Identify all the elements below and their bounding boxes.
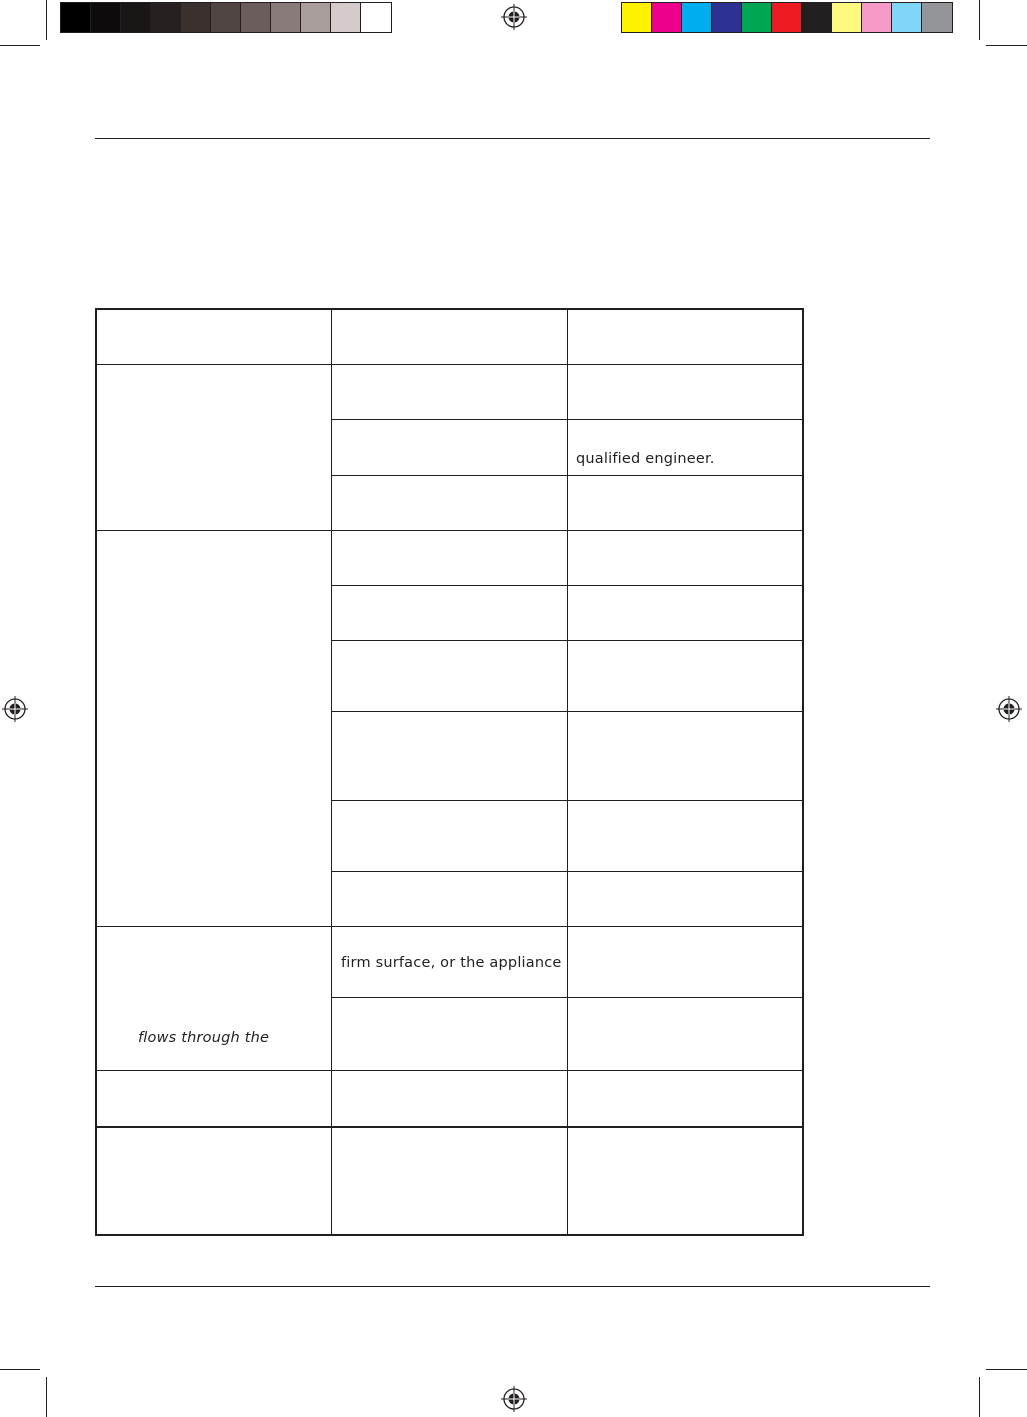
- solution-cell: [567, 926, 804, 998]
- color-swatch-4: [712, 3, 742, 32]
- gray-swatch-8: [271, 3, 301, 32]
- gray-swatch-10: [331, 3, 361, 32]
- header-rule: [95, 138, 930, 139]
- solution-cell: [567, 1070, 804, 1127]
- problem-cell-3: [95, 926, 332, 1071]
- problem-cell-1: [95, 364, 332, 531]
- header-cell-solution: [567, 308, 804, 365]
- solution-cell: [567, 530, 804, 586]
- gray-swatch-2: [91, 3, 121, 32]
- grayscale-color-bar: [60, 2, 392, 33]
- crop-mark-bottom-right-h: [986, 1369, 1027, 1370]
- gray-swatch-9: [301, 3, 331, 32]
- gray-swatch-4: [151, 3, 181, 32]
- solution-cell: [567, 711, 804, 801]
- crop-mark-top-left-v: [46, 0, 47, 40]
- registration-mark-right-icon: [996, 696, 1022, 722]
- header-cell-cause: [331, 308, 568, 365]
- solution-cell: [567, 364, 804, 420]
- troubleshooting-table: [95, 308, 804, 1236]
- registration-mark-left-icon: [2, 696, 28, 722]
- cause-cell: [331, 711, 568, 801]
- crop-mark-top-right-v: [979, 0, 980, 40]
- cause-cell: [331, 800, 568, 872]
- gray-swatch-5: [181, 3, 211, 32]
- problem-cell-5: [95, 1126, 332, 1236]
- problem-cell-4: [95, 1070, 332, 1127]
- solution-cell: [567, 475, 804, 531]
- gray-swatch-11: [361, 3, 391, 32]
- color-swatch-7: [802, 3, 832, 32]
- solution-cell: [567, 419, 804, 476]
- color-swatch-8: [832, 3, 862, 32]
- footer-rule: [95, 1286, 930, 1287]
- solution-cell: [567, 585, 804, 641]
- color-swatch-2: [652, 3, 682, 32]
- color-swatch-5: [742, 3, 772, 32]
- color-swatch-11: [922, 3, 952, 32]
- crop-mark-bottom-left-h: [0, 1369, 40, 1370]
- cause-cell: [331, 475, 568, 531]
- solution-cell: [567, 997, 804, 1071]
- problem-text: flows through the: [138, 1030, 270, 1046]
- cause-cell: [331, 926, 568, 998]
- cause-cell: [331, 530, 568, 586]
- gray-swatch-7: [241, 3, 271, 32]
- cause-cell: [331, 364, 568, 420]
- solution-cell: [567, 640, 804, 712]
- cause-cell: [331, 419, 568, 476]
- cause-cell: [331, 871, 568, 927]
- problem-cell-2: [95, 530, 332, 927]
- registration-mark-bottom-icon: [501, 1386, 527, 1412]
- solution-text: qualified engineer.: [576, 451, 715, 467]
- solution-cell: [567, 1126, 804, 1236]
- solution-cell: [567, 800, 804, 872]
- solution-cell: [567, 871, 804, 927]
- gray-swatch-3: [121, 3, 151, 32]
- cause-cell: [331, 585, 568, 641]
- color-swatch-9: [862, 3, 892, 32]
- header-cell-problem: [95, 308, 332, 365]
- cause-cell: [331, 1070, 568, 1127]
- cause-text: firm surface, or the appliance: [341, 955, 562, 971]
- gray-swatch-6: [211, 3, 241, 32]
- cause-cell: [331, 640, 568, 712]
- color-swatch-6: [772, 3, 802, 32]
- process-color-bar: [621, 2, 953, 33]
- crop-mark-top-left-h: [0, 45, 40, 46]
- crop-mark-bottom-left-v: [46, 1377, 47, 1417]
- crop-mark-bottom-right-v: [979, 1377, 980, 1417]
- color-swatch-1: [622, 3, 652, 32]
- color-swatch-3: [682, 3, 712, 32]
- cause-cell: [331, 1126, 568, 1236]
- registration-mark-top-icon: [501, 4, 527, 30]
- crop-mark-top-right-h: [986, 45, 1027, 46]
- cause-cell: [331, 997, 568, 1071]
- color-swatch-10: [892, 3, 922, 32]
- gray-swatch-1: [61, 3, 91, 32]
